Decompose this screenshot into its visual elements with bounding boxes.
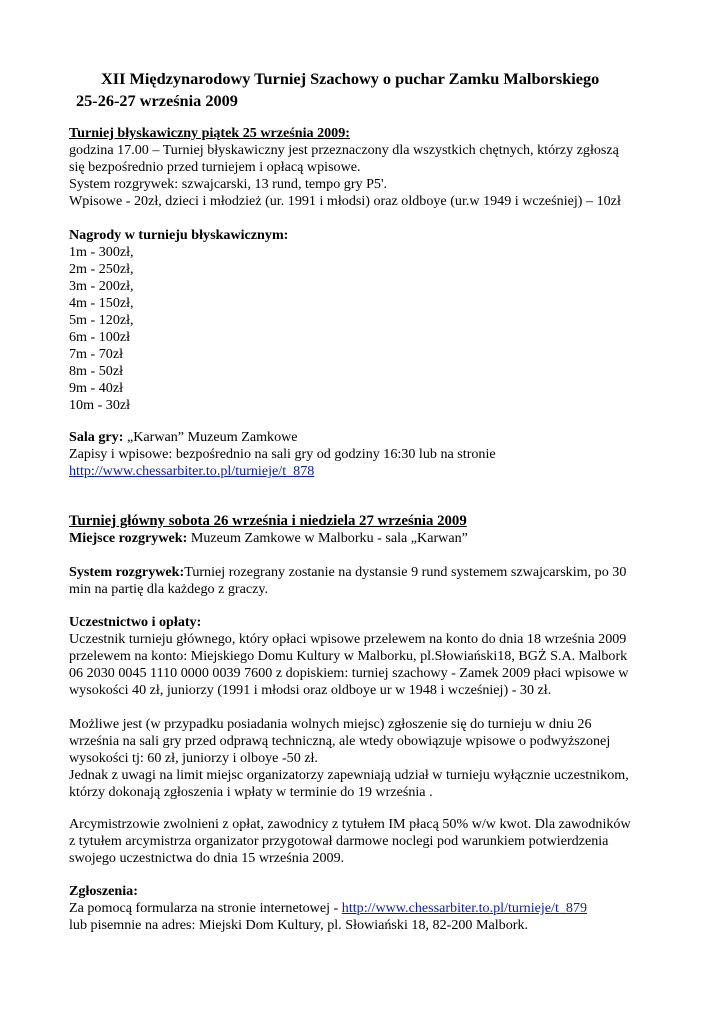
gm-line: Arcymistrzowie zwolnieni z opłat, zawodnicy z tytułem IM płacą 50% w/w kwot. Dla zawodników [69, 816, 631, 832]
late-line: którzy dokonają zgłoszenia i wpłaty w terminie do 19 września . [69, 784, 433, 800]
main-place [69, 530, 468, 547]
prize-item: 7m - 70zł [69, 346, 124, 362]
gm-line: z tytułem arcymistrza organizator przygotował darmowe noclegi pod warunkiem potwierdzenia [69, 833, 609, 849]
apply-heading: Zgłoszenia: [69, 883, 138, 899]
fees-line: wysokości 40 zł, juniorzy (1991 i młodsi oraz oldboye ur w 1948 i wcześniej) - 30 zł. [69, 682, 552, 698]
system-label: System rozgrywek: [69, 564, 185, 580]
system-value: Turniej rozegrany zostanie na dystansie 9 rund systemem szwajcarskim, po 30 [184, 564, 627, 580]
fees-line: przelewem na konto: Miejskiego Domu Kultury w Malborku, pl.Słowiański18, BGŻ S.A. Malbork [69, 648, 628, 664]
main-system [69, 564, 626, 581]
prize-item: 3m - 200zł, [69, 278, 134, 294]
prize-item: 5m - 120zł, [69, 312, 134, 328]
venue-value: „Karwan” Muzeum Zamkowe [123, 429, 298, 445]
prize-item: 4m - 150zł, [69, 295, 134, 311]
blitz-line-2: się bezpośrednio przed turniejem i opłacą wpisowe. [69, 159, 361, 175]
prize-item: 1m - 300zł, [69, 244, 134, 260]
prize-item: 10m - 30zł [69, 397, 131, 413]
apply-link[interactable]: http://www.chessarbiter.to.pl/turnieje/t_879 [341, 900, 588, 916]
blitz-venue [69, 429, 298, 446]
prize-item: 2m - 250zł, [69, 261, 134, 277]
fees-line: 06 2030 0045 1110 0000 0039 7600 z dopiskiem: turniej szachowy - Zamek 2009 płaci wpisowe w [69, 665, 629, 681]
apply-text: Za pomocą formularza na stronie internetowej - [69, 900, 342, 916]
main-system-line-2: min na partię dla każdego z graczy. [69, 581, 269, 597]
gm-line: swojego uczestnictwa do dnia 15 września 2009. [69, 850, 345, 866]
blitz-registration-link-line [69, 463, 314, 480]
apply-line-1 [69, 900, 587, 917]
place-value: Muzeum Zamkowe w Malborku - sala „Karwan” [187, 530, 468, 546]
blitz-line-4: Wpisowe - 20zł, dzieci i młodzież (ur. 1991 i młodsi) oraz oldboye (ur.w 1949 i wcześniej) – 10zł [69, 193, 621, 209]
late-line: Jednak z uwagi na limit miejsc organizatorzy zapewniają udział w turnieju wyłącznie uczestnikom, [69, 767, 629, 783]
prize-item: 9m - 40zł [69, 380, 124, 396]
blitz-heading: Turniej błyskawiczny piątek 25 września 2009: [69, 125, 350, 141]
prize-item: 6m - 100zł [69, 329, 131, 345]
fees-heading: Uczestnictwo i opłaty: [69, 614, 202, 630]
fees-line: Uczestnik turnieju głównego, który opłaci wpisowe przelewem na konto do dnia 18 września 2009 [69, 631, 627, 647]
apply-line-2: lub pisemnie na adres: Miejski Dom Kultury, pl. Słowiański 18, 82-200 Malbork. [69, 917, 529, 933]
place-label: Miejsce rozgrywek: [69, 530, 188, 546]
prize-item: 8m - 50zł [69, 363, 124, 379]
main-heading: Turniej główny sobota 26 września i niedziela 27 września 2009 [69, 513, 467, 529]
late-line: września na sali gry przed odprawą techniczną, ale wtedy obowiązuje wpisowe o podwyższonej [69, 733, 611, 749]
prizes-heading: Nagrody w turnieju błyskawicznym: [69, 227, 289, 243]
venue-label: Sala gry: [69, 429, 124, 445]
blitz-registration-link[interactable]: http://www.chessarbiter.to.pl/turnieje/t_878 [69, 463, 315, 479]
late-line: Możliwe jest (w przypadku posiadania wolnych miejsc) zgłoszenie się do turnieju w dniu 26 [69, 716, 592, 732]
blitz-line-1: godzina 17.00 – Turniej błyskawiczny jest przeznaczony dla wszystkich chętnych, którzy zgłoszą [69, 142, 619, 158]
blitz-line-3: System rozgrywek: szwajcarski, 13 rund, tempo gry P5'. [69, 176, 388, 192]
blitz-registration: Zapisy i wpisowe: bezpośrednio na sali gry od godziny 16:30 lub na stronie [69, 446, 496, 462]
title-line-1: XII Międzynarodowy Turniej Szachowy o puchar Zamku Malborskiego [101, 69, 600, 88]
late-line: wysokości tj: 60 zł, juniorzy i olboye -50 zł. [69, 750, 318, 766]
title-line-2: 25-26-27 września 2009 [76, 91, 238, 110]
